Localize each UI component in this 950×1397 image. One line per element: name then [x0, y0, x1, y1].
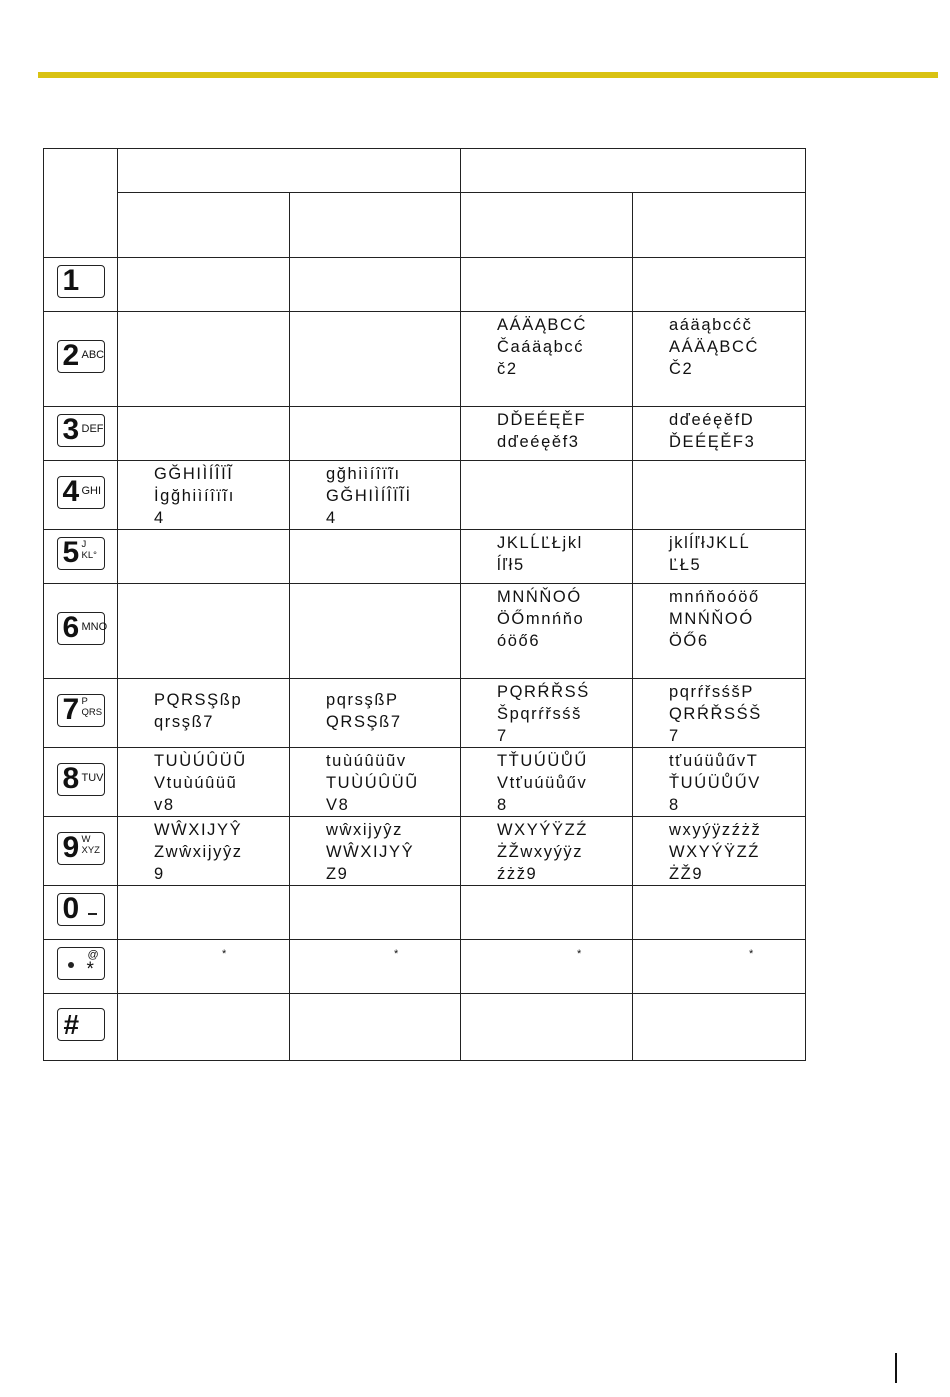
char-line: pqrŕřsśšP: [669, 683, 754, 701]
header-mode-1: [118, 193, 290, 258]
char-line: ĎEÉĘĚF3: [669, 433, 756, 451]
key-6-icon: 6 MNO: [57, 612, 105, 645]
key-cell-5: [44, 530, 118, 584]
key-cell-1: [44, 258, 118, 312]
char-line: Z9: [326, 865, 349, 883]
table-row: [44, 748, 806, 817]
char-line: MNŃŇOÓ: [669, 610, 754, 628]
key-cell-star: [44, 940, 118, 994]
key-cell-6: [44, 584, 118, 679]
key-5-icon: 5 J KL°: [57, 537, 105, 570]
char-line: v8: [154, 796, 175, 814]
header-key-cell: [44, 149, 118, 258]
key-1-icon: 1: [57, 265, 105, 298]
char-line: qrsşß7: [154, 713, 215, 731]
table-row: [44, 679, 806, 748]
char-line: ŻŽwxyýÿz: [497, 843, 584, 861]
char-line: TUÙÚÛÜŨ: [326, 774, 419, 792]
char-line: MNŃŇOÓ: [497, 588, 582, 606]
table-row: [44, 407, 806, 461]
character-table: [43, 148, 806, 1061]
char-line: WŴXIJYŶ: [154, 821, 243, 839]
key-cell-4: [44, 461, 118, 530]
char-line: gğhiìíîïĩı: [326, 465, 401, 483]
char-line: ŤUÚÜŮŰV: [669, 774, 761, 792]
char-line: ĺľł5: [497, 556, 525, 574]
key-4-icon: 4 GHI: [57, 476, 105, 509]
char-line: 8: [497, 796, 508, 814]
char-line: tuùúûüũv: [326, 752, 407, 770]
char-line: óöő6: [497, 632, 541, 650]
key-star-icon: @ *: [57, 947, 105, 980]
char-line: QRŔŘSŚŠ: [669, 705, 762, 723]
char-line: TUÙÚÛÜŨ: [154, 752, 247, 770]
char-line: AÁÄĄBCĆ: [669, 338, 760, 356]
char-line: PQRSŞßp: [154, 691, 243, 709]
key-cell-3: [44, 407, 118, 461]
char-line: 8: [669, 796, 680, 814]
char-line: č2: [497, 360, 518, 378]
table-row: [44, 258, 806, 312]
key-cell-8: [44, 748, 118, 817]
table-row: [44, 312, 806, 407]
char-line: WXYÝŸZŹ: [497, 821, 588, 839]
char-line: Vtťuúüůűv: [497, 774, 588, 792]
char-line: ĽŁ5: [669, 556, 702, 574]
key-2-icon: 2 ABC: [57, 340, 105, 373]
table-row: [44, 817, 806, 886]
char-line: WŴXIJYŶ: [326, 843, 415, 861]
char-line: pqrsşßP: [326, 691, 399, 709]
char-line: źżž9: [497, 865, 538, 883]
header-mode-4: [633, 193, 806, 258]
key-8-icon: 8 TUV: [57, 763, 105, 796]
char-line: TŤUÚÜŮŰ: [497, 752, 588, 770]
table-row: [44, 584, 806, 679]
char-line: QRSŞß7: [326, 713, 402, 731]
asterisk-char: *: [222, 948, 227, 960]
char-line: tťuúüůűvT: [669, 752, 759, 770]
underscore-icon: [88, 913, 97, 915]
table-row: [44, 886, 806, 940]
char-line: İgğhiìíîïĩı: [154, 487, 235, 505]
header-group-2: [461, 149, 806, 193]
header-mode-2: [290, 193, 461, 258]
key-cell-0: [44, 886, 118, 940]
key-hash-icon: #: [57, 1008, 105, 1041]
char-line: WXYÝŸZŹ: [669, 843, 760, 861]
table-row: [44, 461, 806, 530]
char-line: Zwŵxijyŷz: [154, 843, 243, 861]
char-line: PQRŔŘSŚ: [497, 683, 590, 701]
table-row: [44, 940, 806, 994]
char-line: wxyýÿzźżž: [669, 821, 762, 839]
char-line: mnńňoóöő: [669, 588, 760, 606]
key-9-icon: 9 W XYZ: [57, 832, 105, 865]
char-line: dďeéęěfD: [669, 411, 755, 429]
char-line: 9: [154, 865, 165, 883]
page-marker: [895, 1353, 897, 1383]
char-line: V8: [326, 796, 350, 814]
header-rule: [38, 72, 938, 78]
char-line: Čaáäąbcć: [497, 338, 585, 356]
header-group-1: [118, 149, 461, 193]
char-line: jklĺľłJKLĹ: [669, 534, 751, 552]
char-line: AÁÄĄBCĆ: [497, 316, 588, 334]
dot-icon: [68, 962, 74, 968]
key-cell-7: [44, 679, 118, 748]
table-row: [44, 530, 806, 584]
key-3-icon: 3 DEF: [57, 414, 105, 447]
char-line: GĞHIÌÍÎÏĨ: [154, 465, 234, 483]
key-7-icon: 7 P QRS: [57, 694, 105, 727]
char-line: ÖŐ6: [669, 632, 709, 650]
key-cell-9: [44, 817, 118, 886]
char-line: JKLĹĽŁjkl: [497, 534, 583, 552]
key-cell-2: [44, 312, 118, 407]
header-row-groups: [44, 149, 806, 193]
char-line: 7: [497, 727, 508, 745]
char-line: aáäąbcćč: [669, 316, 753, 334]
asterisk-char: *: [394, 948, 399, 960]
char-line: Č2: [669, 360, 694, 378]
char-line: wŵxijyŷz: [326, 821, 403, 839]
table-row: [44, 994, 806, 1061]
char-line: 4: [154, 509, 165, 527]
key-cell-hash: [44, 994, 118, 1061]
header-row-modes: [44, 193, 806, 258]
asterisk-char: *: [577, 948, 582, 960]
char-line: DĎEÉĘĚF: [497, 411, 587, 429]
char-line: 7: [669, 727, 680, 745]
char-line: ŻŽ9: [669, 865, 704, 883]
header-mode-3: [461, 193, 633, 258]
char-line: Špqrŕřsśš: [497, 705, 582, 723]
char-line: 4: [326, 509, 337, 527]
char-line: ÖŐmnńňo: [497, 610, 585, 628]
char-line: GĞHIÌÍÎÏĨİ: [326, 487, 412, 505]
key-0-icon: 0: [57, 893, 105, 926]
asterisk-char: *: [749, 948, 754, 960]
char-line: Vtuùúûüũ: [154, 774, 238, 792]
char-line: dďeéęěf3: [497, 433, 580, 451]
